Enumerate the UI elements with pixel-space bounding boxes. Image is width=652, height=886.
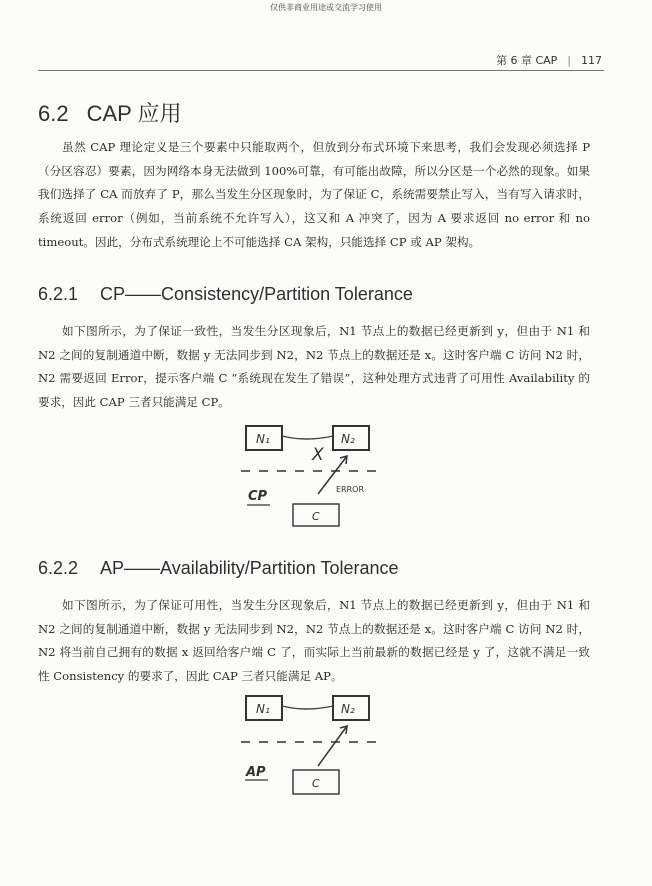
cp-node1-label: N₁ xyxy=(256,432,270,446)
cp-label: CP xyxy=(248,489,268,504)
header-separator: | xyxy=(567,53,571,67)
ap-node2-label: N₂ xyxy=(341,702,355,716)
ap-heading xyxy=(38,558,399,579)
cp-diagram xyxy=(236,420,386,532)
ap-label: AP xyxy=(246,765,266,780)
watermark: 仅供非商业用途或交流学习使用 xyxy=(270,3,382,12)
cp-replication-link xyxy=(282,436,333,439)
cp-error-label: ERROR xyxy=(336,485,365,494)
ap-node1-label: N₁ xyxy=(256,702,270,716)
section-title: CAP 应用 xyxy=(86,101,182,126)
cp-paragraph: 如下图所示，为了保证一致性，当发生分区现象后，N1 节点上的数据已经更新到 y，但由于 N1 和 N2 之间的复制通道中断，数据 y 无法同步到 N2，N2 节点上的数据还是 x。这时客户端 C 访问 N2 时，N2 需要返回 Error，提示客户端 C “系统现在发生了错误”，这种处理方式违背了可用性 Availability 的要求，因此 CAP 三者只能满足 CP。 xyxy=(38,324,590,410)
section-intro-paragraph: 虽然 CAP 理论定义是三个要素中只能取两个，但放到分布式环境下来思考，我们会发现必须选择 P（分区容忍）要素，因为网络本身无法做到 100%可靠，有可能出故障，所以分区是一个必然的现象。如果我们选择了 CA 而放弃了 P，那么当发生分区现象时，为了保证 C，系统需要禁止写入，当有写入请求时，系统返回 error（例如，当前系统不允许写入），这又和 A 冲突了，因为 A 要求返回 no error 和 no timeout。因此，分布式系统理论上不可能选择 CA 架构，只能选择 CP 或 AP 架构。 xyxy=(38,140,590,249)
ap-paragraph: 如下图所示，为了保证可用性，当发生分区现象后，N1 节点上的数据已经更新到 y，但由于 N1 和 N2 之间的复制通道中断，数据 y 无法同步到 N2，N2 节点上的数据还是 x。这时客户端 C 访问 N2 时，N2 将当前自己拥有的数据 x 返回给客户端 C 了，而实际上当前最新的数据已经是 y 了，这就不满足一致性 Consistency 的要求了，因此 CAP 三者只能满足 AP。 xyxy=(38,598,590,684)
cp-heading xyxy=(38,284,413,305)
ap-number: 6.2.2 xyxy=(38,558,79,578)
running-head xyxy=(496,52,602,68)
header-rule xyxy=(38,70,604,71)
cp-node2-label: N₂ xyxy=(341,432,355,446)
cp-cross-mark: X xyxy=(312,445,324,465)
ap-replication-link xyxy=(282,706,333,709)
cp-client-label: C xyxy=(312,510,320,523)
ap-title: AP——Availability/Partition Tolerance xyxy=(100,558,399,578)
cp-number: 6.2.1 xyxy=(38,284,79,304)
chapter-title: 第 6 章 CAP xyxy=(495,54,558,67)
cp-title: CP——Consistency/Partition Tolerance xyxy=(100,284,413,304)
ap-diagram xyxy=(236,690,386,802)
section-number: 6.2 xyxy=(38,101,69,126)
ap-client-label: C xyxy=(312,777,320,790)
page-number: 117 xyxy=(581,53,602,67)
ap-request-arrow xyxy=(318,726,347,766)
section-heading xyxy=(38,97,182,128)
